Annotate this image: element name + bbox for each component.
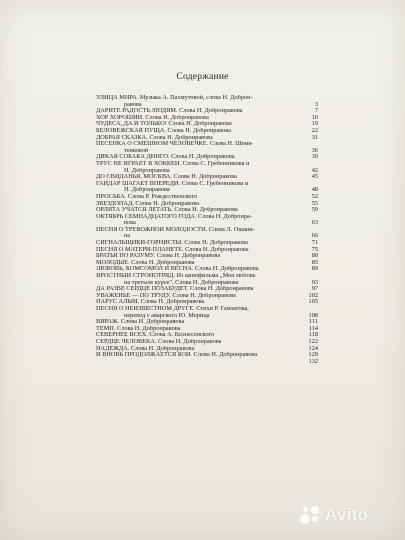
- toc-entry: [96, 128, 318, 135]
- contents-heading: Содержание: [176, 71, 229, 82]
- toc-entry-text: ПРОСЬБА. Слова Р. Рождественского: [96, 193, 198, 200]
- toc-entry-text: ДО СВИДАНЬЯ, МОСКВА. Слова Н. Добронравова: [96, 174, 237, 181]
- toc-entry-title-line: [96, 306, 318, 313]
- toc-entry-title-line: [96, 266, 318, 273]
- toc-entry: [96, 141, 318, 154]
- toc-entry: [96, 121, 318, 128]
- toc-entry: [96, 260, 318, 267]
- toc-entry-text: УЛИЦА МИРА. Музыка А. Пахмутовой, слова Н. Доброн-: [96, 95, 253, 101]
- toc-entry-text: ЯРОСТНЫЙ СТРОЙОТРЯД. Из кинофильма „Моя любовь: [96, 273, 256, 280]
- toc-entry-text: НАДЕЖДА. Слова Н. Добронравова: [96, 345, 195, 352]
- toc-entry: [96, 326, 318, 333]
- toc-entry-title-line: [96, 227, 318, 234]
- toc-page-number: 31: [311, 133, 318, 141]
- avito-logo-icon: [300, 505, 322, 525]
- toc-entry-text: Н. Добронравова: [124, 167, 170, 174]
- toc-entry: [96, 352, 318, 359]
- toc-entry-text: ЗВЕЗДОПАД. Слова Н. Добронравова: [96, 200, 199, 207]
- toc-entry-text: равова: [124, 101, 142, 108]
- toc-entry: [96, 108, 318, 115]
- toc-entry: [96, 115, 318, 122]
- toc-page-number: 10: [311, 113, 318, 121]
- toc-entry-title-line: [96, 253, 318, 260]
- toc-entry-text: ТРУС НЕ ИГРАЕТ В ХОККЕЙ. Слова С. Гребенникова и: [96, 160, 250, 167]
- toc-page-number: 105: [308, 298, 318, 306]
- toc-entry-title-line: [96, 346, 318, 353]
- toc-entry-text: на третьем курсе". Слова Н. Добронравова: [124, 279, 239, 286]
- toc-entry: [96, 266, 318, 273]
- toc-entry: [96, 154, 318, 161]
- toc-entry: [96, 306, 318, 319]
- toc-entry: [96, 214, 318, 227]
- toc-entry-title-line: [96, 207, 318, 214]
- toc-entry: [96, 135, 318, 142]
- toc-entry-text: И ВНОВЬ ПРОДОЛЖАЕТСЯ БОЙ. Слова Н. Добронравова: [96, 352, 258, 359]
- toc-page-number: 39: [311, 153, 318, 161]
- toc-entry: [96, 332, 318, 339]
- toc-entry-title-line: [96, 352, 318, 359]
- toc-entry-text: ОКТЯБРЬ СЕМНАДЦАТОГО ГОДА. Слова Н. Добронра-: [96, 213, 252, 220]
- toc-entry-text: перевод с аварского Ю. Морица: [124, 312, 210, 319]
- toc-page-number: 45: [311, 173, 318, 181]
- toc-entry-title-line: [96, 174, 318, 181]
- toc-entry-text: тенковой: [124, 147, 149, 154]
- toc-entry-text: на: [124, 233, 131, 240]
- toc-entry: [96, 299, 318, 306]
- toc-entry-text: ДОБРАЯ СКАЗКА. Слова Н. Добронравова: [96, 134, 213, 141]
- toc-entry: [96, 240, 318, 247]
- toc-page-number: 22: [311, 126, 318, 134]
- toc-entry-text: БЕЛОВЕЖСКАЯ ПУЩА. Слова Н. Добронравова: [96, 127, 231, 134]
- toc-entry-title-line: [96, 319, 318, 326]
- toc-entry-text: ПЕСНЯ О МАТЕРИ-ПЛАНЕТЕ. Слова Н. Добронравова: [96, 246, 249, 253]
- toc-entry-title-line: [96, 201, 318, 208]
- toc-page-number: 55: [311, 199, 318, 207]
- toc-entry-continuation-line: [96, 102, 318, 109]
- toc-entry-title-line: [96, 115, 318, 122]
- toc-entry-continuation-line: [96, 148, 318, 155]
- toc-entry-continuation-line: [96, 313, 318, 320]
- toc-entry-text: ГАЙДАР ШАГАЕТ ВПЕРЕДИ. Слова С. Гребенникова и: [96, 180, 249, 187]
- toc-entry-title-line: [96, 247, 318, 254]
- toc-entry-text: СИГНАЛЬЩИКИ-ГОРНИСТЫ. Слова Н. Добронравова: [96, 240, 248, 247]
- toc-entry-continuation-line: [96, 168, 318, 175]
- toc-entry-title-line: [96, 141, 318, 148]
- toc-entry-title-line: [96, 240, 318, 247]
- toc-entry-text: ПЕСЕНКА О СМЕШНОМ ЧЕЛОВЕЧКЕ. Слова Н. Шемя-: [96, 141, 254, 148]
- toc-entry: [96, 227, 318, 240]
- toc-page-number: 3: [314, 100, 318, 108]
- toc-entry-title-line: [96, 121, 318, 128]
- toc-entry-text: ПЕСНЯ О ТРЕВОЖНОЙ МОЛОДОСТИ. Слова Л. Ошани-: [96, 226, 255, 233]
- toc-entry-title-line: [96, 273, 318, 280]
- toc-page-number: 124: [308, 344, 318, 352]
- toc-entry-text: МОЛОДЫЕ. Слова Н. Добронравова: [96, 259, 195, 266]
- toc-entry-text: БРАТЬЯ ПО РАЗУМУ. Слова Н. Добронравова: [96, 253, 221, 260]
- toc-page-number: 66: [311, 232, 318, 240]
- toc-entry-title-line: [96, 293, 318, 300]
- toc-entry: [96, 201, 318, 208]
- toc-entry: [96, 339, 318, 346]
- toc-entry-text: ОРЛЯТА УЧАТСЯ ЛЕТАТЬ. Слова Н. Добронравова: [96, 207, 238, 214]
- toc-page-number: 132: [308, 357, 318, 365]
- toc-entry-continuation-line: [96, 220, 318, 227]
- toc-page-number: 80: [311, 252, 318, 260]
- toc-entry-text: ВИРАЖ. Слова Н. Добронравова: [96, 319, 185, 326]
- toc-entry-text: вова: [124, 220, 136, 227]
- toc-entry-title-line: [96, 299, 318, 306]
- toc-page-number: 75: [311, 245, 318, 253]
- toc-entry-text: Н. Добронравова: [124, 187, 170, 194]
- toc-entry-text: СЕВЕРНЕЕ ВСЕХ. Слова А. Вознесенского: [96, 332, 215, 339]
- toc-entry-title-line: [96, 154, 318, 161]
- toc-page-number: 102: [308, 291, 318, 299]
- toc-entry: [96, 174, 318, 181]
- toc-entry-title-line: [96, 95, 318, 102]
- toc-entry-continuation-line: [96, 280, 318, 287]
- toc-entry: [96, 273, 318, 286]
- toc-entry: [96, 161, 318, 174]
- toc-page-number: 89: [311, 265, 318, 273]
- toc-entry-text: ДА РАЗВЕ СЕРДЦЕ ПОЗАБУДЕТ. Слова Н. Добронравова: [96, 286, 254, 293]
- toc-page-number: 111: [309, 318, 318, 326]
- toc-entry-text: ДИКАЯ СОБАКА ДИНГО. Слова Н. Добронравова: [96, 154, 235, 161]
- toc-entry-title-line: [96, 332, 318, 339]
- toc-entry: [96, 95, 318, 108]
- toc-page-number: 7: [314, 107, 318, 115]
- toc-entry-text: ЧУДЕСА, ДА И ТОЛЬКО! Слова Н. Добронравова: [96, 121, 232, 128]
- toc-page-number: 108: [308, 311, 318, 319]
- toc-entry-title-line: [96, 260, 318, 267]
- toc-page-number: 36: [311, 146, 318, 154]
- toc-entry-title-line: [96, 194, 318, 201]
- toc-page-number: 63: [311, 219, 318, 227]
- toc-entry-continuation-line: [96, 187, 318, 194]
- toc-entry-title-line: [96, 181, 318, 188]
- toc-entry: [96, 194, 318, 201]
- toc-entry-title-line: [96, 135, 318, 142]
- toc-page-number: 85: [311, 258, 318, 266]
- toc-entry-title-line: [96, 128, 318, 135]
- watermark-text: Avito: [325, 505, 369, 524]
- toc-page-number: 52: [311, 192, 318, 200]
- avito-watermark: [300, 505, 368, 525]
- toc-trailing-page-line: [96, 359, 318, 366]
- toc-entry: [96, 319, 318, 326]
- toc-entry: [96, 253, 318, 260]
- toc-page-number: 93: [311, 278, 318, 286]
- toc-entry-title-line: [96, 326, 318, 333]
- toc-entry-text: ДАРИТЕ РАДОСТЬ ЛЮДЯМ. Слова Н. Добронравова: [96, 108, 243, 115]
- toc-entry: [96, 247, 318, 254]
- toc-entry-title-line: [96, 214, 318, 221]
- toc-page-number: 48: [311, 186, 318, 194]
- toc-entry: [96, 207, 318, 214]
- toc-entry-text: УВАЖЕНЬЕ — ПО ТРУДУ. Слова Н. Добронравова: [96, 292, 236, 299]
- toc-page-number: 19: [311, 120, 318, 128]
- toc-entry-text: ЛЮБОВЬ, КОМСОМОЛ И ВЕСНА. Слова Н. Добронравова: [96, 266, 259, 273]
- toc-entry-text: ПАРУС АЛЫЙ. Слова Н. Добронравова: [96, 299, 205, 306]
- toc-page-number: 129: [308, 351, 318, 359]
- toc-page-number: 59: [311, 206, 318, 214]
- toc-page-number: 97: [311, 285, 318, 293]
- toc-page-number: 118: [308, 331, 318, 339]
- toc-entry: [96, 286, 318, 293]
- toc-entry: [96, 293, 318, 300]
- toc-entry: [96, 346, 318, 353]
- toc-entry: [96, 181, 318, 194]
- toc-entry-text: ТЕМП. Слова Н. Добронравова: [96, 325, 181, 332]
- toc-page-number: 71: [311, 239, 318, 247]
- table-of-contents: [96, 95, 318, 365]
- toc-entry-title-line: [96, 108, 318, 115]
- toc-entry-title-line: [96, 161, 318, 168]
- toc-entry-continuation-line: [96, 233, 318, 240]
- toc-entry-title-line: [96, 339, 318, 346]
- toc-entry-text: ХОР ХОРОШИЙ. Слова Н. Добронравова: [96, 114, 209, 121]
- toc-page-number: 42: [311, 166, 318, 174]
- toc-entry-text: СЕРДЦЕ ЧЕЛОВЕКА. Слова Н. Добронравова: [96, 338, 222, 345]
- toc-page-number: 122: [308, 337, 318, 345]
- toc-entry-title-line: [96, 286, 318, 293]
- toc-entry-text: ПЕСНЯ О НЕИЗВЕСТНОМ ДРУГЕ. Стихи Р. Гамзатова,: [96, 306, 249, 312]
- toc-page-number: 114: [308, 324, 318, 332]
